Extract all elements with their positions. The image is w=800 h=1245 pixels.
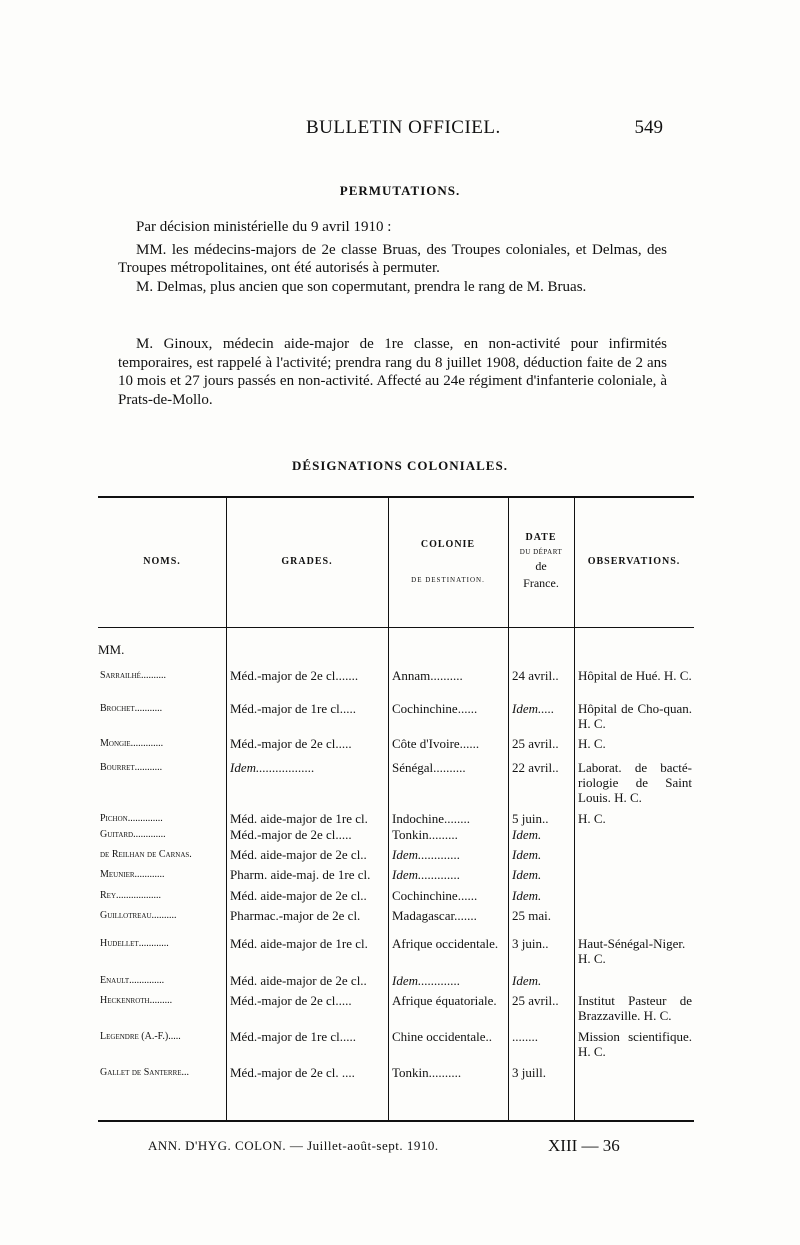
row-name: Heckenroth.........	[100, 995, 173, 1006]
row-date: 3 juin..	[512, 936, 549, 951]
permutation-paragraph-2: M. Delmas, plus ancien que son copermutant, prendra le rang de M. Bruas.	[136, 279, 587, 296]
header-observations: OBSERVATIONS.	[587, 556, 681, 567]
header-date: DATE DU DÉPART de France.	[519, 532, 563, 590]
row-name: Enault..............	[100, 975, 165, 986]
row-name: Pichon..............	[100, 813, 163, 824]
row-colony: Indochine........	[392, 811, 470, 826]
row-grade: Méd.-major de 2e cl. ....	[230, 1065, 355, 1080]
footer-journal: ANN. D'HYG. COLON. — Juillet-août-sept. 1910.	[148, 1138, 439, 1153]
table-header-rule	[98, 627, 694, 628]
row-grade: Méd. aide-major de 2e cl..	[230, 973, 367, 988]
permutations-heading: PERMUTATIONS.	[339, 183, 461, 198]
permutations-text	[118, 218, 667, 297]
row-grade: Pharm. aide-maj. de 1re cl.	[230, 867, 371, 882]
row-colony: Cochinchine......	[392, 701, 478, 716]
row-date: Idem.	[512, 847, 542, 862]
row-observations: H. C.	[578, 811, 606, 826]
row-date: Idem.	[512, 827, 542, 842]
row-colony: Annam..........	[392, 668, 463, 683]
header-grades: GRADES.	[281, 556, 333, 567]
table-bottom-rule	[98, 1120, 694, 1122]
row-colony: Idem.............	[392, 973, 461, 988]
row-date: 24 avril..	[512, 668, 559, 683]
row-colony: Tonkin..........	[392, 1065, 462, 1080]
row-colony: Idem.............	[392, 847, 461, 862]
page-number: 549	[634, 117, 663, 138]
row-grade: Méd. aide-major de 2e cl..	[230, 847, 367, 862]
row-grade: Méd.-major de 2e cl.....	[230, 827, 352, 842]
mm-label: MM.	[98, 642, 125, 657]
row-date: Idem.....	[512, 701, 555, 716]
row-date: Idem.	[512, 888, 542, 903]
row-name: Sarrailhé..........	[100, 670, 166, 681]
permutation-paragraph-1: MM. les médecins-majors de 2e classe Bruas, des Troupes coloniales, et Delmas, des Troupes métropolitaines, ont été autorisés à permuter.	[118, 241, 667, 277]
row-date: Idem.	[512, 867, 542, 882]
header-colonie: COLONIE DE DESTINATION.	[411, 539, 485, 584]
row-name: Legendre (A.-F.).....	[100, 1031, 181, 1042]
row-name: Mongie.............	[100, 738, 164, 749]
row-name: Guillotreau..........	[100, 910, 177, 921]
header-names: NOMS.	[143, 556, 181, 567]
row-grade: Méd.-major de 1re cl.....	[230, 701, 356, 716]
page-footer	[148, 1136, 648, 1160]
row-observations: Mission scientifique. H. C.	[578, 1029, 692, 1059]
row-name: Rey..................	[100, 890, 162, 901]
row-observations: H. C.	[578, 736, 606, 751]
row-grade: Méd. aide-major de 1re cl.	[230, 936, 368, 951]
row-grade: Méd.-major de 1re cl.....	[230, 1029, 356, 1044]
row-name: Hudellet............	[100, 938, 169, 949]
row-observations: Hôpital de Hué. H. C.	[578, 668, 692, 683]
row-grade: Méd. aide-major de 1re cl.	[230, 811, 368, 826]
row-grade: Méd.-major de 2e cl.....	[230, 736, 352, 751]
row-date: 22 avril..	[512, 760, 559, 775]
row-date: ........	[512, 1029, 538, 1044]
row-grade: Pharmac.-major de 2e cl.	[230, 908, 361, 923]
row-colony: Afrique équatoriale.	[392, 993, 497, 1008]
row-colony: Afrique occidentale.	[392, 936, 499, 951]
running-title: BULLETIN OFFICIEL.	[306, 117, 501, 138]
row-date: 25 avril..	[512, 993, 559, 1008]
row-name: Brochet...........	[100, 703, 163, 714]
row-colony: Tonkin.........	[392, 827, 458, 842]
row-colony: Cochinchine......	[392, 888, 478, 903]
row-name: Guitard.............	[100, 829, 166, 840]
designations-heading: DÉSIGNATIONS COLONIALES.	[292, 458, 508, 473]
row-colony: Côte d'Ivoire......	[392, 736, 480, 751]
row-grade: Méd. aide-major de 2e cl..	[230, 888, 367, 903]
row-grade: Idem..................	[230, 760, 315, 775]
footer-signature: XIII — 36	[548, 1136, 620, 1155]
row-date: 25 avril..	[512, 736, 559, 751]
ginoux-paragraph	[118, 335, 667, 410]
row-grade: Méd.-major de 2e cl.....	[230, 993, 352, 1008]
running-head	[118, 117, 663, 141]
row-observations: Hôpital de Cho-quan. H. C.	[578, 701, 692, 731]
row-observations: Laborat. de bacté-riologie de Saint Louis. H. C.	[578, 760, 692, 805]
row-date: 3 juill.	[512, 1065, 546, 1080]
row-name: Bourret...........	[100, 762, 163, 773]
row-date: 5 juin..	[512, 811, 549, 826]
decision-line: Par décision ministérielle du 9 avril 1910 :	[136, 219, 392, 235]
row-grade: Méd.-major de 2e cl.......	[230, 668, 359, 683]
row-name: Meunier............	[100, 869, 165, 880]
row-colony: Chine occidentale..	[392, 1029, 492, 1044]
row-colony: Madagascar.......	[392, 908, 477, 923]
row-colony: Sénégal..........	[392, 760, 466, 775]
row-name: Gallet de Santerre...	[100, 1067, 190, 1078]
row-observations: Institut Pasteur de Brazzaville. H. C.	[578, 993, 692, 1023]
designations-table	[98, 496, 694, 1123]
row-observations: Haut-Sénégal-Niger. H. C.	[578, 936, 686, 966]
row-colony: Idem.............	[392, 867, 461, 882]
row-name: de Reilhan de Carnas.	[100, 849, 192, 860]
ginoux-text: M. Ginoux, médecin aide-major de 1re classe, en non-activité pour infirmités temporaires, est rappelé à l'activité; prendra rang du 8 juillet 1908, déduction faite de 2 ans 10 mois et 27 jours passés en non-activité. Affecté au 24e régiment d'infanterie coloniale, à Prats-de-Mollo.	[118, 336, 667, 409]
row-date: 25 mai.	[512, 908, 551, 923]
row-date: Idem.	[512, 973, 542, 988]
